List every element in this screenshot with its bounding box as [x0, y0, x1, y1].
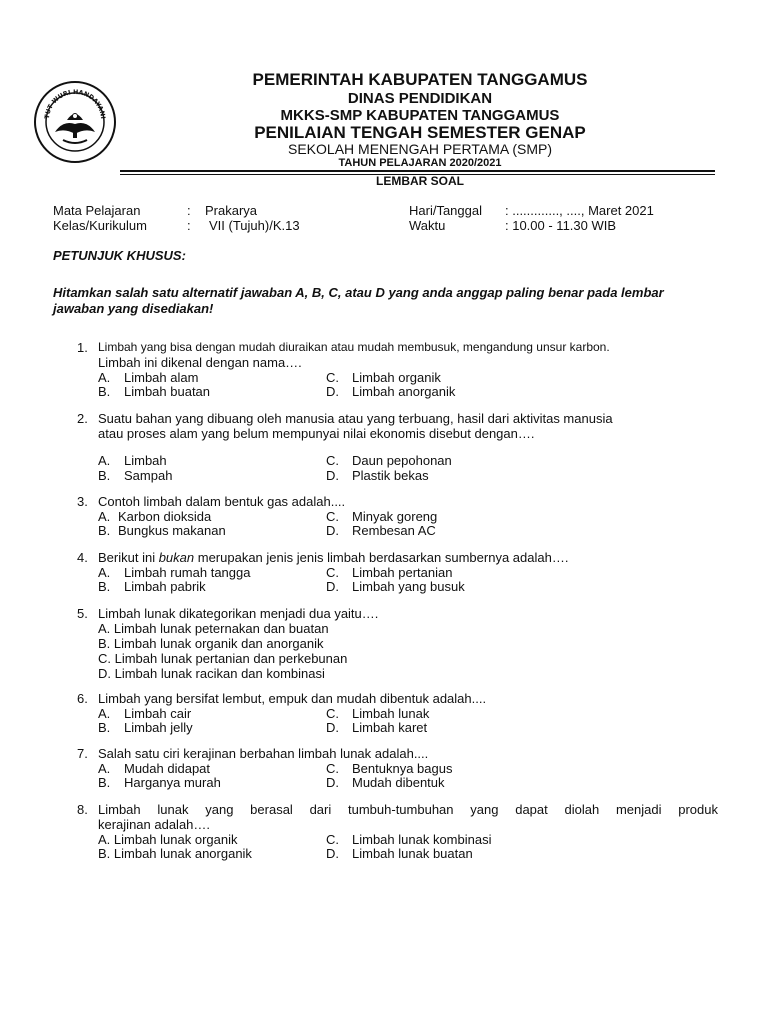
- option-b: B. Limbah lunak anorganik: [98, 846, 252, 861]
- option-b: B. Limbah lunak organik dan anorganik: [98, 636, 324, 651]
- question-4: [77, 550, 718, 595]
- option-d: D. Rembesan AC: [326, 523, 436, 538]
- svg-text:TUT WURI HANDAYANI: TUT WURI HANDAYANI: [43, 88, 106, 120]
- option-b: B. Limbah jelly: [98, 720, 193, 735]
- option-d: D. Limbah lunak buatan: [326, 846, 473, 861]
- question-6: [77, 691, 718, 736]
- option-b: B. Limbah buatan: [98, 384, 211, 399]
- option-a: A. Limbah: [98, 453, 167, 468]
- date-label: Hari/Tanggal: [409, 203, 482, 218]
- option-d: D. Limbah karet: [326, 720, 428, 735]
- question-stem: Limbah yang bisa dengan mudah diuraikan atau mudah membusuk, mengandung unsur karbon.: [98, 340, 610, 354]
- option-a: A. Limbah lunak peternakan dan buatan: [98, 621, 329, 636]
- tut-wuri-handayani-logo: [33, 80, 117, 164]
- header-office: DINAS PENDIDIKAN: [347, 90, 493, 107]
- option-a: A. Limbah alam: [98, 370, 199, 385]
- subject-value: Prakarya: [205, 203, 258, 218]
- option-b: B. Sampah: [98, 468, 173, 483]
- header-mkks: MKKS-SMP KABUPATEN TANGGAMUS: [280, 107, 560, 124]
- header-divider: [120, 170, 715, 172]
- date-value: : ............., ...., Maret 2021: [505, 203, 654, 218]
- class-value: VII (Tujuh)/K.13: [209, 218, 300, 233]
- option-c: C. Limbah organik: [326, 370, 441, 385]
- header-school-level: SEKOLAH MENENGAH PERTAMA (SMP): [288, 141, 552, 157]
- instructions-title: PETUNJUK KHUSUS:: [53, 248, 186, 263]
- header-exam-name: PENILAIAN TENGAH SEMESTER GENAP: [254, 123, 586, 142]
- option-c: C. Minyak goreng: [326, 509, 438, 524]
- option-a: A. Limbah cair: [98, 706, 192, 721]
- option-b: B. Limbah pabrik: [98, 579, 206, 594]
- question-number: 3.: [77, 494, 88, 509]
- class-colon: :: [187, 218, 191, 233]
- question-2: [77, 411, 718, 483]
- option-d: D. Limbah yang busuk: [326, 579, 465, 594]
- option-a: A. Karbon dioksida: [98, 509, 212, 524]
- question-7: [77, 746, 718, 791]
- option-d: D. Mudah dibentuk: [326, 775, 445, 790]
- option-d: D. Limbah lunak racikan dan kombinasi: [98, 666, 325, 681]
- option-b: B. Bungkus makanan: [98, 523, 226, 538]
- option-a: A. Limbah lunak organik: [98, 832, 238, 847]
- question-number: 4.: [77, 550, 88, 565]
- question-stem-continued: atau proses alam yang belum mempunyai nilai ekonomis disebut dengan….: [98, 426, 535, 441]
- subject-colon: :: [187, 203, 191, 218]
- question-number: 7.: [77, 746, 88, 761]
- sheet-title: LEMBAR SOAL: [376, 174, 464, 188]
- option-c: C. Limbah pertanian: [326, 565, 453, 580]
- question-stem-continued: Limbah ini dikenal dengan nama….: [98, 355, 302, 370]
- question-stem: Berikut ini bukan merupakan jenis jenis limbah berdasarkan sumbernya adalah….: [98, 550, 569, 565]
- question-stem-continued: kerajinan adalah….: [98, 817, 211, 832]
- subject-label: Mata Pelajaran: [53, 203, 141, 218]
- option-c: C. Daun pepohonan: [326, 453, 452, 468]
- option-c: C. Bentuknya bagus: [326, 761, 453, 776]
- question-stem: Suatu bahan yang dibuang oleh manusia atau yang terbuang, hasil dari aktivitas manusia: [98, 411, 613, 426]
- question-number: 6.: [77, 691, 88, 706]
- option-a: A. Mudah didapat: [98, 761, 211, 776]
- question-1: [77, 340, 718, 400]
- question-5: [77, 606, 718, 681]
- question-number: 5.: [77, 606, 88, 621]
- question-stem: Limbah lunak yang berasal dari tumbuh-tumbuhan yang dapat diolah menjadi produk: [98, 802, 718, 817]
- question-stem: Limbah yang bersifat lembut, empuk dan mudah dibentuk adalah....: [98, 691, 487, 706]
- option-c: C. Limbah lunak kombinasi: [326, 832, 492, 847]
- time-value: : 10.00 - 11.30 WIB: [505, 218, 617, 233]
- question-number: 2.: [77, 411, 88, 426]
- instructions-text: Hitamkan salah satu alternatif jawaban A, B, C, atau D yang anda anggap paling benar pada lembar jawaban yang disediakan!: [53, 285, 664, 316]
- question-number: 8.: [77, 802, 88, 817]
- option-d: D. Plastik bekas: [326, 468, 429, 483]
- question-stem: Salah satu ciri kerajinan berbahan limbah lunak adalah....: [98, 746, 429, 761]
- option-b: B. Harganya murah: [98, 775, 221, 790]
- class-label: Kelas/Kurikulum: [53, 218, 147, 233]
- time-label: Waktu: [409, 218, 446, 233]
- header-government: PEMERINTAH KABUPATEN TANGGAMUS: [252, 70, 588, 89]
- question-stem: Contoh limbah dalam bentuk gas adalah....: [98, 494, 346, 509]
- question-3: [77, 494, 718, 539]
- option-a: A. Limbah rumah tangga: [98, 565, 251, 580]
- header-school-year: TAHUN PELAJARAN 2020/2021: [338, 157, 502, 169]
- option-d: D. Limbah anorganik: [326, 384, 456, 399]
- question-number: 1.: [77, 340, 88, 355]
- question-stem: Limbah lunak dikategorikan menjadi dua yaitu….: [98, 606, 379, 621]
- option-c: C. Limbah lunak pertanian dan perkebunan: [98, 651, 348, 666]
- option-c: C. Limbah lunak: [326, 706, 430, 721]
- question-8: [77, 802, 718, 862]
